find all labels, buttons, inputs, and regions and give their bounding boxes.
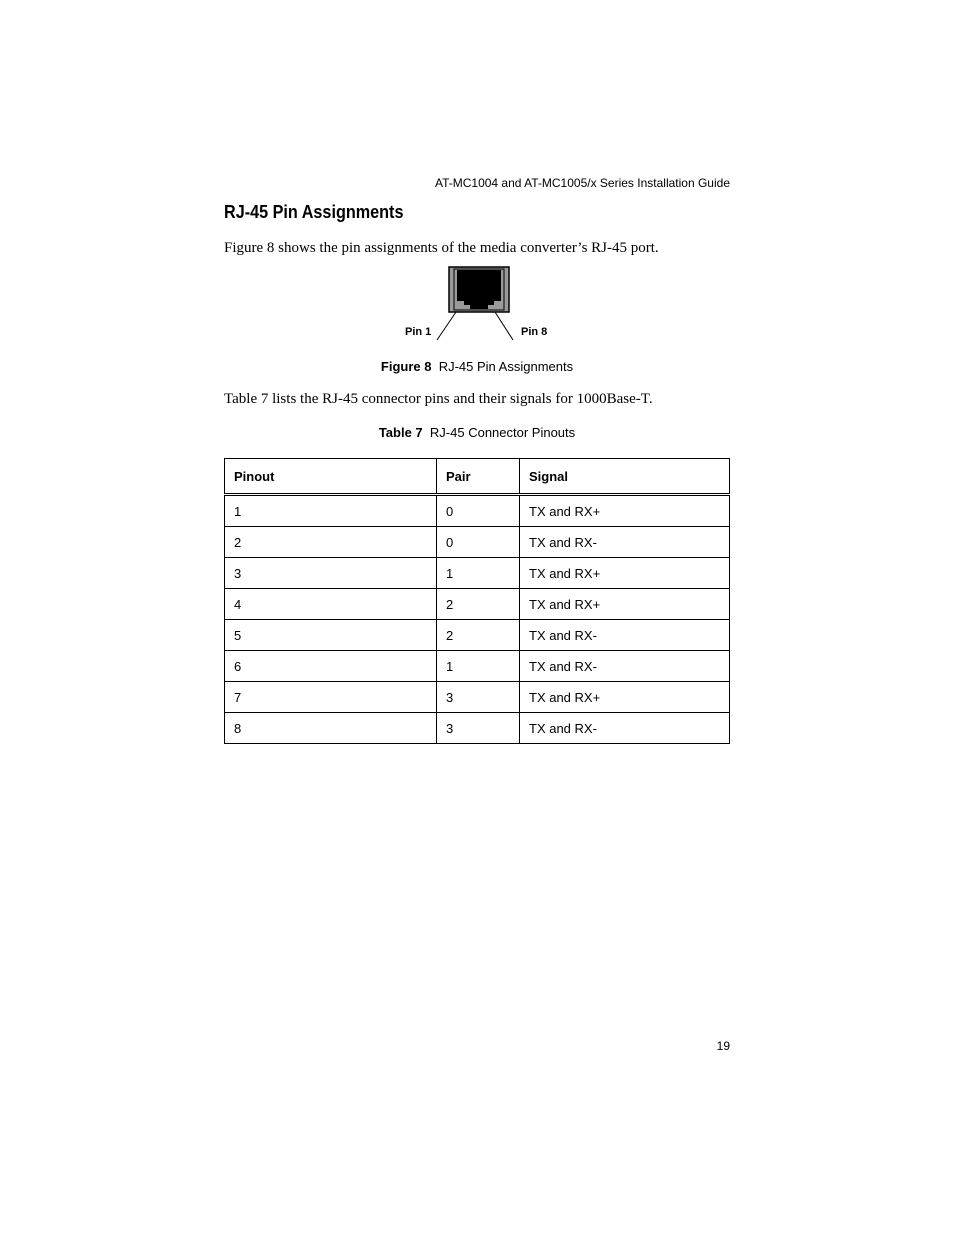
signal-cell: TX and RX+: [520, 495, 730, 527]
running-header: AT-MC1004 and AT-MC1005/x Series Installation Guide: [434, 176, 730, 190]
pinout-cell: 6: [225, 651, 437, 682]
intro-paragraph: Figure 8 shows the pin assignments of the media converter’s RJ-45 port.: [224, 240, 659, 256]
table-row: [225, 589, 730, 620]
signal-cell: TX and RX+: [520, 558, 730, 589]
pinout-cell: 1: [225, 495, 437, 527]
table-caption-number: Table 7: [378, 425, 423, 440]
table-row: [225, 651, 730, 682]
pair-cell: 3: [437, 682, 520, 713]
signal-cell: TX and RX-: [520, 620, 730, 651]
pinout-cell: 2: [225, 527, 437, 558]
pair-cell: 0: [437, 527, 520, 558]
table-row: [225, 558, 730, 589]
column-header-signal: Signal: [520, 459, 730, 495]
pair-cell: 1: [437, 651, 520, 682]
table-caption: [0, 425, 954, 440]
table-intro-paragraph: Table 7 lists the RJ-45 connector pins and their signals for 1000Base-T.: [224, 391, 653, 407]
pair-cell: 2: [437, 620, 520, 651]
pinout-cell: 7: [225, 682, 437, 713]
figure-caption-number: Figure 8: [380, 359, 432, 374]
table-caption-text: RJ-45 Connector Pinouts: [429, 425, 576, 440]
rj45-figure: [396, 264, 556, 344]
table-row: [225, 620, 730, 651]
table-row: [225, 495, 730, 527]
table-row: [225, 527, 730, 558]
pinout-cell: 4: [225, 589, 437, 620]
signal-cell: TX and RX-: [520, 651, 730, 682]
pair-cell: 2: [437, 589, 520, 620]
pair-cell: 3: [437, 713, 520, 744]
pin-8-leader: [495, 312, 513, 340]
pair-cell: 0: [437, 495, 520, 527]
table-row: [225, 713, 730, 744]
signal-cell: TX and RX+: [520, 589, 730, 620]
signal-cell: TX and RX-: [520, 713, 730, 744]
pinout-table: [224, 458, 730, 744]
figure-caption: [0, 359, 954, 374]
pinout-cell: 5: [225, 620, 437, 651]
pin-8-label: Pin 8: [521, 326, 548, 338]
pin-1-leader: [437, 312, 456, 340]
column-header-pinout: Pinout: [225, 459, 437, 495]
pinout-cell: 3: [225, 558, 437, 589]
pair-cell: 1: [437, 558, 520, 589]
table-row: [225, 682, 730, 713]
page-number: 19: [716, 1039, 730, 1053]
section-title: RJ-45 Pin Assignments: [224, 202, 404, 222]
signal-cell: TX and RX-: [520, 527, 730, 558]
table-header-row: [225, 459, 730, 495]
pin-1-label: Pin 1: [405, 326, 432, 338]
figure-caption-text: RJ-45 Pin Assignments: [438, 359, 574, 374]
pinout-cell: 8: [225, 713, 437, 744]
column-header-pair: Pair: [437, 459, 520, 495]
signal-cell: TX and RX+: [520, 682, 730, 713]
